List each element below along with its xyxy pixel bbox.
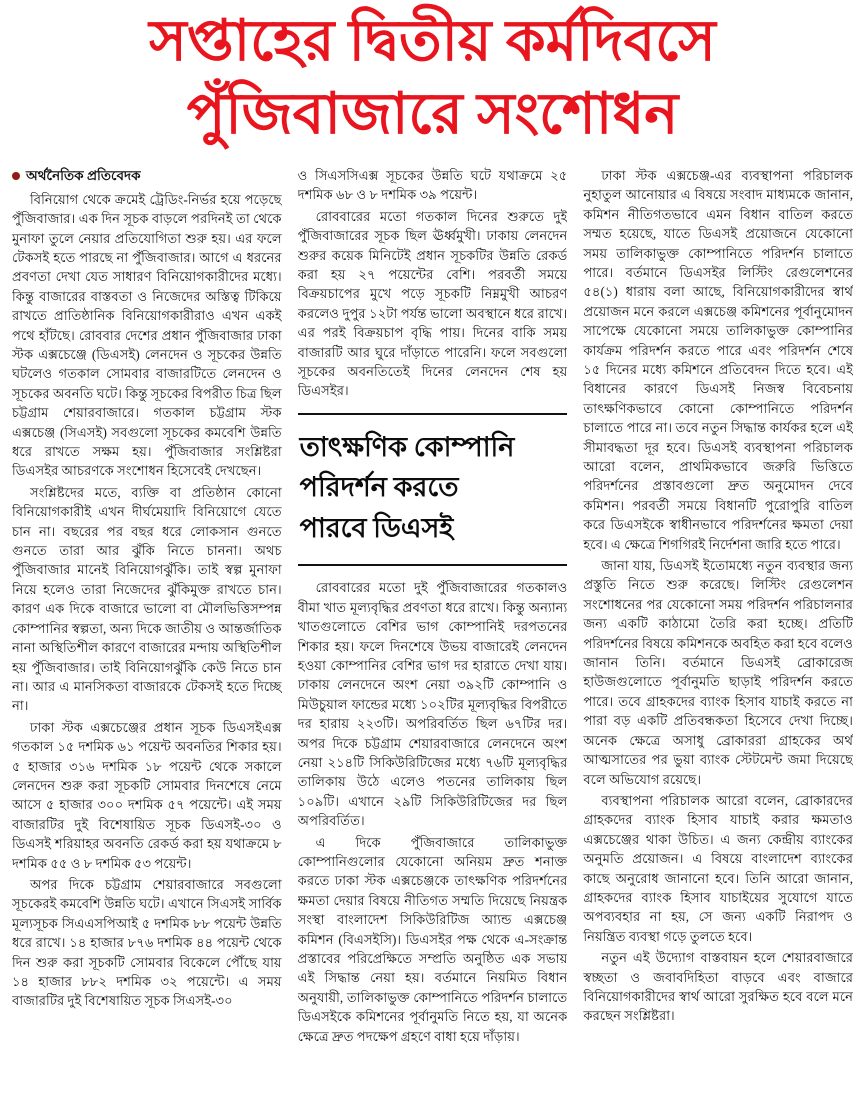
article-body (0, 152, 865, 1090)
column-1 (12, 166, 282, 1090)
article-paragraph: সংশ্লিষ্টদের মতে, ব্যক্তি বা প্রতিষ্ঠান কোনো বিনিয়োগকারীই এখন দীর্ঘমেয়াদি বিনিয়োগে যেতে চান না। বছরের পর বছর ধরে লোকসান গুনতে গুনতে তারা আর ঝুঁকি নিতে চাননা। অথচ পুঁজিবাজার মানেই বিনিয়োগঝুঁকি। তাই স্বল্প মুনাফা নিয়ে হলেও তারা নিজেদের ঝুঁকিমুক্ত রাখতে চান। কারণ এক দিকে বাজারে ভালো বা মৌলভিত্তিসম্পন্ন কোম্পানির স্বল্পতা, অন্য দিকে জাতীয় ও আন্তর্জাতিক নানা অস্থিতিশীল কারণে বাজারের মন্দায় অস্থিতিশীল হয় পুঁজিবাজার। তাই বিনিয়োগঝুঁকি কেউ নিতে চান না। আর এ মানসিকতা বাজারকে টেকসই হতে দিচ্ছে না। (12, 484, 282, 714)
headline-line-1: সপ্তাহের দ্বিতীয় কর্মদিবসে (149, 10, 716, 73)
byline-bullet-icon (12, 172, 20, 180)
article-paragraph: নতুন এই উদ্যোগ বাস্তবায়ন হলে শেয়ারবাজারে স্বচ্ছতা ও জবাবদিহিতা বাড়বে এবং বাজারে বিনিয়োগকারীদের স্বার্থ আরো সুরক্ষিত হবে বলে মনে করছেন সংশ্লিষ্টরা। (583, 950, 854, 1024)
column-2 (298, 166, 568, 1090)
byline-label: অর্থনৈতিক প্রতিবেদক (26, 167, 141, 183)
article-paragraph: ও সিএসসিএক্স সূচকের উন্নতি ঘটে যথাক্রমে ২৫ দশমিক ৬৮ ও ৮ দশমিক ৩৯ পয়েন্ট। (297, 167, 568, 203)
article-paragraph: রোববারের মতো দুই পুঁজিবাজারের গতকালও বীমা খাত মূল্যবৃদ্ধির প্রবণতা ধরে রাখে। কিন্তু অন্যান্য খাতগুলোতে বেশির ভাগ কোম্পানিই দরপতনের শিকার হয়। ফলে দিনশেষে উভয় বাজারেই লেনদেন হওয়া কোম্পানির বেশির ভাগ দর হারাতে দেখা যায়। ঢাকায় লেনদেনে অংশ নেয়া ৩৯২টি কোম্পানি ও মিউচুয়াল ফান্ডের মধ্যে ১০২টির মূল্যবৃদ্ধির বিপরীতে দর হারায় ২২৩টি। অপরিবর্তিত ছিল ৬৭টির দর। অপর দিকে চট্টগ্রাম শেয়ারবাজারে লেনদেনে অংশ নেয়া ২১৪টি সিকিউরিটিজের মধ্যে ৭৬টি মূল্যবৃদ্ধির তালিকায় উঠে এলেও পতনের তালিকায় ছিল ১০৯টি। এখানে ২৯টি সিকিউরিটিজের দর ছিল অপরিবর্তিত। (297, 580, 568, 829)
subhead-line-3: পারবে ডিএসই (299, 512, 454, 543)
article-paragraph: রোববারের মতো গতকাল দিনের শুরুতে দুই পুঁজিবাজারের সূচক ছিল ঊর্ধ্বমুখী। ঢাকায় লেনদেন শুরুর কয়েক মিনিটেই প্রধান সূচকটির উন্নতি রেকর্ড করা হয় ২৭ পয়েন্টের বেশি। পরবর্তী সময়ে বিক্রয়চাপের মুখে পড়ে সূচকটি নিম্নমুখী আচরণ করলেও দুপুর ১২টা পর্যন্ত ভালো অবস্থানে ধরে রাখে। এর পরই বিক্রয়চাপ বৃদ্ধি পায়। দিনের বাকি সময় বাজারটি আর ঘুরে দাঁড়াতে পারেনি। ফলে সবগুলো সূচকের অবনতিতেই দিনের লেনদেন শেষ হয় ডিএসইর। (297, 208, 568, 399)
article-paragraph: বিনিয়োগ থেকে ক্রমেই ট্রেডিং-নির্ভর হয়ে পড়েছে পুঁজিবাজার। এক দিন সূচক বাড়লে পরদিনই তা থেকে মুনাফা তুলে নেয়ার প্রতিযোগিতা শুরু হয়। এর ফলে টেকসই হতে পারছে না পুঁজিবাজার। আগে এ ধরনের প্রবণতা দেখা যেত সাধারণ বিনিয়োগকারীদের মধ্যে। কিন্তু বাজারের বাস্তবতা ও নিজেদের অস্তিত্ব টিকিয়ে রাখতে প্রাতিষ্ঠানিক বিনিয়োগকারীরাও এখন একই পথে হাঁটছে। রোববার দেশের প্রধান পুঁজিবাজার ঢাকা স্টক এক্সচেঞ্জে (ডিএসই) লেনদেন ও সূচকের উন্নতি ঘটলেও গতকাল সোমবার বাজারটিতে লেনদেন ও সূচকের অবনতি ঘটে। কিন্তু সূচকের বিপরীত চিত্র ছিল চট্টগ্রাম শেয়ারবাজারে। গতকাল চট্টগ্রাম স্টক এক্সচেঞ্জ (সিএসই) সবগুলো সূচকের কমবেশি উন্নতি ধরে রাখতে সক্ষম হয়। পুঁজিবাজার সংশ্লিষ্টরা ডিএসইর আচরণকে সংশোধন হিসেবেই দেখছেন। (12, 191, 282, 479)
article-paragraph: জানা যায়, ডিএসই ইতোমধ্যে নতুন ব্যবস্থার জন্য প্রস্তুতি নিতে শুরু করেছে। লিস্টিং রেগুলেশন সংশোধনের পর যেকোনো সময় পরিদর্শন পরিচালনার জন্য একটি কাঠামো তৈরি করা হচ্ছে। প্রতিটি পরিদর্শনের বিষয়ে কমিশনকে অবহিত করা হবে বলেও জানান তিনি। বর্তমানে ডিএসই ব্রোকারেজ হাউজগুলোতে পূর্বানুমতি ছাড়াই পরিদর্শন করতে পারে। তবে গ্রাহকদের ব্যাংক হিসাব যাচাই করতে না পারা বড় একটি প্রতিবন্ধকতা হিসেবে দেখা দিচ্ছে। অনেক ক্ষেত্রে অসাধু ব্রোকাররা গ্রাহকের অর্থ আত্মসাতের পর ভুয়া ব্যাংক স্টেটমেন্ট জমা দিয়েছে বলে অভিযোগ রয়েছে। (583, 558, 854, 787)
article-paragraph: ঢাকা স্টক এক্সচেঞ্জের প্রধান সূচক ডিএসইএক্স গতকাল ১৫ দশমিক ৬১ পয়েন্ট অবনতির শিকার হয়। ৫ হাজার ৩১৬ দশমিক ১৮ পয়েন্ট থেকে সকালে লেনদেন শুরু করা সূচকটি সোমবার দিনশেষে নেমে আসে ৫ হাজার ৩০০ দশমিক ৫৭ পয়েন্টে। এই সময় বাজারটির দুই বিশেষায়িত সূচক ডিএসই-৩০ ও ডিএসই শরিয়াহর অবনতি রেকর্ড করা হয় যথাক্রমে ৮ দশমিক ৫৫ ও ৮ দশমিক ৫৩ পয়েন্ট। (12, 719, 282, 871)
article-paragraph: ব্যবস্থাপনা পরিচালক আরো বলেন, ব্রোকারদের গ্রাহকদের ব্যাংক হিসাব যাচাই করার ক্ষমতাও এক্সচেঞ্জের থাকা উচিত। এ জন্য কেন্দ্রীয় ব্যাংকের অনুমতি প্রয়োজন। এ বিষয়ে বাংলাদেশ ব্যাংকের কাছে অনুরোধ জানানো হবে। তিনি আরো জানান, গ্রাহকদের ব্যাংক হিসাব যাচাইয়ের সুযোগে যাতে অপব্যবহার না হয়, সে জন্য একটি নিরাপদ ও নিয়ন্ত্রিত ব্যবস্থা গড়ে তুলতে হবে। (583, 792, 854, 944)
article-paragraph: ঢাকা স্টক এক্সচেঞ্জ-এর ব্যবস্থাপনা পরিচালক নুহাতুল আনোয়ার এ বিষয়ে সংবাদ মাধ্যমকে জানান, কমিশন নীতিগতভাবে এমন বিধান বাতিল করতে সম্মত হয়েছে, যাতে ডিএসই প্রয়োজনে যেকোনো সময় তালিকাভুক্ত কোম্পানিতে পরিদর্শন চালাতে পারে। বর্তমানে ডিএসইর লিস্টিং রেগুলেশনের ৫৪(১) ধারায় বলা আছে, বিনিয়োগকারীদের স্বার্থ প্রয়োজন মনে করলে এক্সচেঞ্জ কমিশনের পূর্বানুমোদন সাপেক্ষে যেকোনো সময়ে তালিকাভুক্ত কোম্পানির কার্যক্রম পরিদর্শন করতে পারে এবং পরিদর্শন শেষে ১৫ দিনের মধ্যে কমিশনে প্রতিবেদন দিতে হবে। এই বিধানের কারণে ডিএসই নিজস্ব বিবেচনায় তাৎক্ষণিকভাবে কোনো কোম্পানিতে পরিদর্শন চালাতে পারে না। তবে নতুন সিদ্ধান্ত কার্যকর হলে এই সীমাবদ্ধতা দূর হবে। ডিএসই ব্যবস্থাপনা পরিচালক আরো বলেন, প্রাথমিকভাবে জরুরি ভিত্তিতে পরিদর্শনের প্রস্তাবগুলো দ্রুত অনুমোদন দেবে কমিশন। পরবর্তী সময়ে বিধানটি পুরোপুরি বাতিল করে ডিএসইকে স্বাধীনভাবে পরিদর্শনের ক্ষমতা দেয়া হবে। এ ক্ষেত্রে শিগগিরই নির্দেশনা জারি হতে পারে। (583, 167, 854, 552)
article-headline (0, 0, 865, 152)
section-subhead (298, 413, 568, 567)
article-paragraph: অপর দিকে চট্টগ্রাম শেয়ারবাজারে সবগুলো সূচকেরই কমবেশি উন্নতি ঘটে। এখানে সিএসই সার্বিক মূল্যসূচক সিএএসপিআই ৫ দশমিক ৮৮ পয়েন্ট উন্নতি ধরে রাখে। ১৪ হাজার ৮৭৬ দশমিক ৪৪ পয়েন্ট থেকে দিন শুরু করা সূচকটি সোমবার বিকেলে পৌঁছে যায় ১৪ হাজার ৮৮২ দশমিক ৩২ পয়েন্টে। এ সময় বাজারটির দুই বিশেষায়িত সূচক সিএসই-৩০ (12, 876, 282, 1009)
article-paragraph: এ দিকে পুঁজিবাজারে তালিকাভুক্ত কোম্পানিগুলোর যেকোনো অনিয়ম দ্রুত শনাক্ত করতে ঢাকা স্টক এক্সচেঞ্জকে তাৎক্ষণিক পরিদর্শনের ক্ষমতা দেয়ার বিষয়ে নীতিগত সম্মতি দিয়েছে নিয়ন্ত্রক সংস্থা বাংলাদেশ সিকিউরিটিজ আ্যন্ড এক্সচেঞ্জ কমিশন (বিএসইসি)। ডিএসইর পক্ষ থেকে এ-সংক্রান্ত প্রস্তাবের পরিপ্রেক্ষিতে সম্প্রতি অনুষ্ঠিত এক সভায় এই সিদ্ধান্ত নেয়া হয়। বর্তমানে নিয়মিত বিধান অনুযায়ী, তালিকাভুক্ত কোম্পানিতে পরিদর্শন চালাতে ডিএসইকে কমিশনের পূর্বানুমতি নিতে হয়, যা অনেক ক্ষেত্রে দ্রুত পদক্ষেপ গ্রহণে বাধা হয়ে দাঁড়ায়। (297, 834, 568, 1044)
subhead-line-2: পরিদর্শন করতে (299, 472, 459, 503)
column-3 (583, 166, 853, 1090)
subhead-line-1: তাৎক্ষণিক কোম্পানি (299, 431, 515, 462)
byline (12, 166, 282, 186)
headline-line-2: পুঁজিবাজারে সংশোধন (186, 82, 679, 146)
